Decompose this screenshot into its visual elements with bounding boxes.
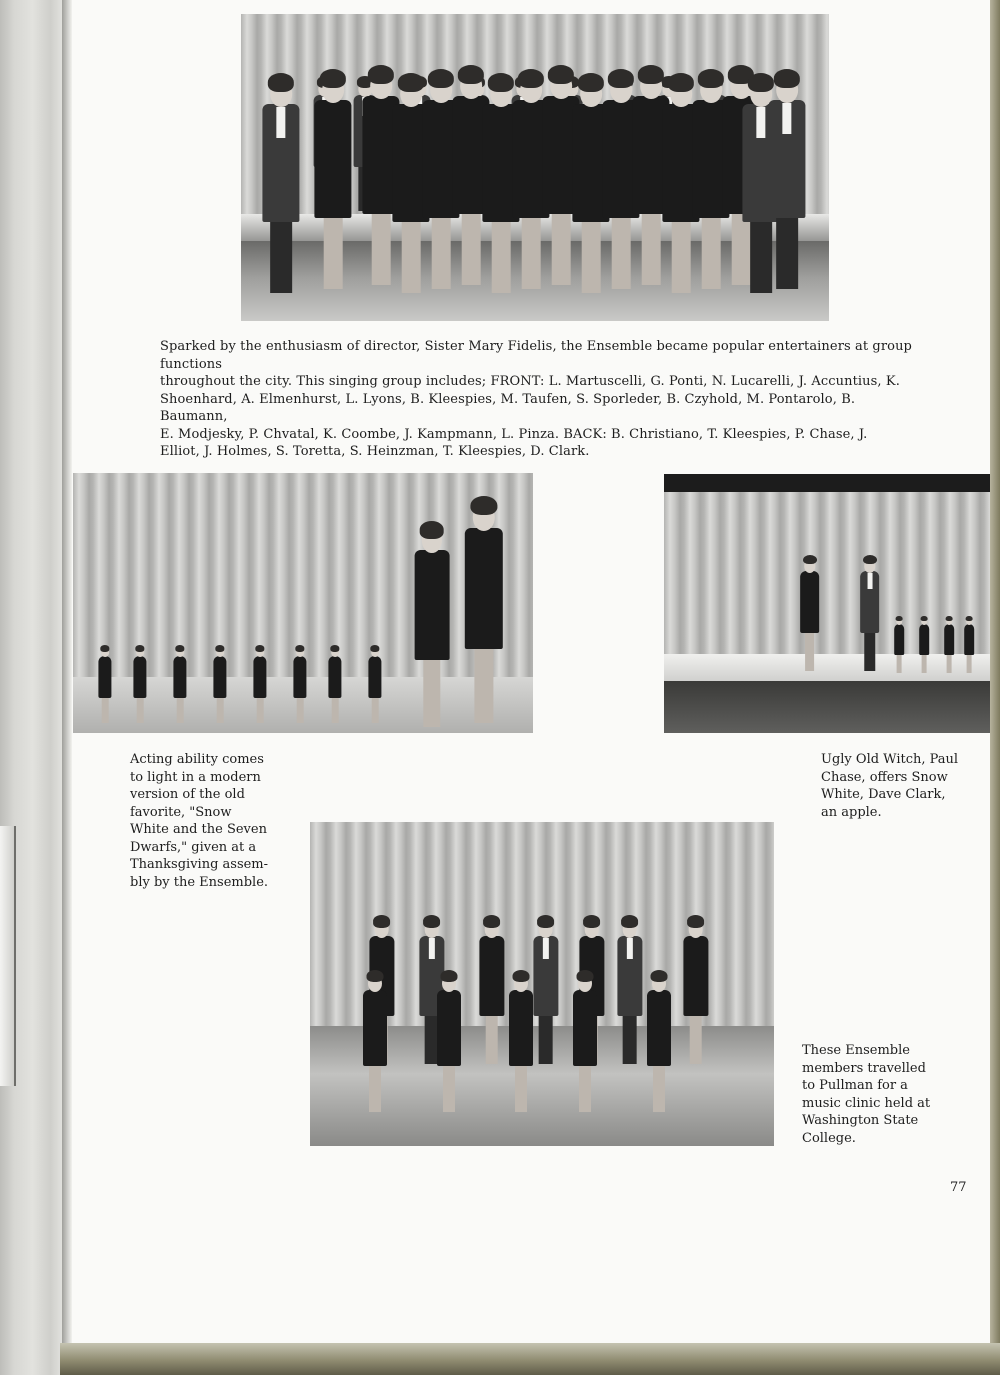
caption-line: White and the Seven — [130, 822, 267, 837]
witch-actor — [859, 548, 880, 671]
travelling-member — [572, 962, 598, 1112]
caption-line: version of the old — [130, 787, 245, 802]
seated-actor — [368, 641, 382, 724]
caption-line: Ugly Old Witch, Paul — [821, 752, 959, 767]
snow-white-actor — [799, 548, 820, 671]
ensemble-caption — [160, 338, 925, 461]
seated-actor — [253, 641, 267, 724]
ensemble-member — [313, 57, 353, 290]
caption-line: Shoenhard, A. Elmenhurst, L. Lyons, B. Kleespies, M. Taufen, S. Sporleder, B. Czyhold, M. Pontarolo, B. Baumann, — [160, 391, 856, 424]
caption-line: Acting ability comes — [130, 752, 264, 767]
seated-actor — [944, 613, 954, 673]
caption-line: Dwarfs," given at a — [130, 839, 257, 855]
seated-actor — [213, 641, 227, 724]
standing-actor — [463, 483, 505, 723]
ensemble-group-photo — [241, 14, 829, 321]
caption-line: to light in a modern — [130, 769, 261, 785]
caption-line: Elliot, J. Holmes, S. Toretta, S. Heinzman, T. Kleespies, D. Clark. — [160, 444, 590, 459]
caption-line: music clinic held at — [802, 1095, 931, 1111]
seated-actor — [293, 641, 307, 724]
caption-line: Thanksgiving assem- — [130, 857, 269, 872]
standing-actor — [413, 510, 451, 728]
seated-actor — [98, 641, 112, 724]
caption-line: Washington State — [802, 1113, 919, 1128]
snow-white-skit-photo — [73, 473, 533, 733]
skit-caption — [130, 751, 290, 891]
seated-actor — [894, 613, 904, 673]
seated-actor — [173, 641, 187, 724]
travelling-member — [682, 907, 709, 1065]
caption-line: bly by the Ensemble. — [130, 874, 269, 890]
seated-actor — [328, 641, 342, 724]
gutter-fold-shadow — [62, 0, 72, 1375]
caption-line: White, Dave Clark, — [821, 787, 946, 802]
travelling-member — [362, 962, 388, 1112]
caption-line: Sparked by the enthusiasm of director, Sister Mary Fidelis, the Ensemble became popular entertainers at group functions — [160, 339, 912, 372]
seated-actor — [133, 641, 147, 724]
travelling-member — [478, 907, 505, 1065]
caption-line: to Pullman for a — [802, 1078, 908, 1093]
caption-line: These Ensemble — [802, 1043, 910, 1058]
caption-line: an apple. — [821, 804, 882, 820]
travelling-member — [616, 907, 643, 1065]
page-number: 77 — [950, 1180, 967, 1195]
caption-line: Chase, offers Snow — [821, 769, 948, 785]
caption-line: throughout the city. This singing group includes; FRONT: L. Martuscelli, G. Ponti, N. Lucarelli, J. Accuntius, K. — [160, 374, 900, 389]
seated-actor — [919, 613, 929, 673]
travelling-member — [436, 962, 462, 1112]
caption-line: College. — [802, 1130, 856, 1146]
travelling-member — [508, 962, 534, 1112]
book-cover-edge-bottom — [60, 1343, 1000, 1375]
caption-line: E. Modjesky, P. Chvatal, K. Coombe, J. Kampmann, L. Pinza. BACK: B. Christiano, T. Kleespies, P. Chase, J. — [160, 426, 868, 442]
travelling-member — [646, 962, 672, 1112]
pullman-caption — [802, 1042, 942, 1147]
book-cover-edge-right — [990, 0, 1000, 1375]
travelling-member — [532, 907, 559, 1065]
caption-line: favorite, "Snow — [130, 804, 232, 820]
ensemble-member — [261, 61, 301, 294]
witch-and-snow-white-photo — [664, 474, 996, 733]
pullman-travel-group-photo — [310, 822, 774, 1146]
adjacent-page-edge — [0, 826, 16, 1086]
seated-actor — [964, 613, 974, 673]
auditorium-floor — [664, 681, 996, 733]
witch-caption — [821, 751, 961, 821]
ensemble-member — [767, 57, 807, 290]
caption-line: members travelled — [802, 1060, 926, 1076]
